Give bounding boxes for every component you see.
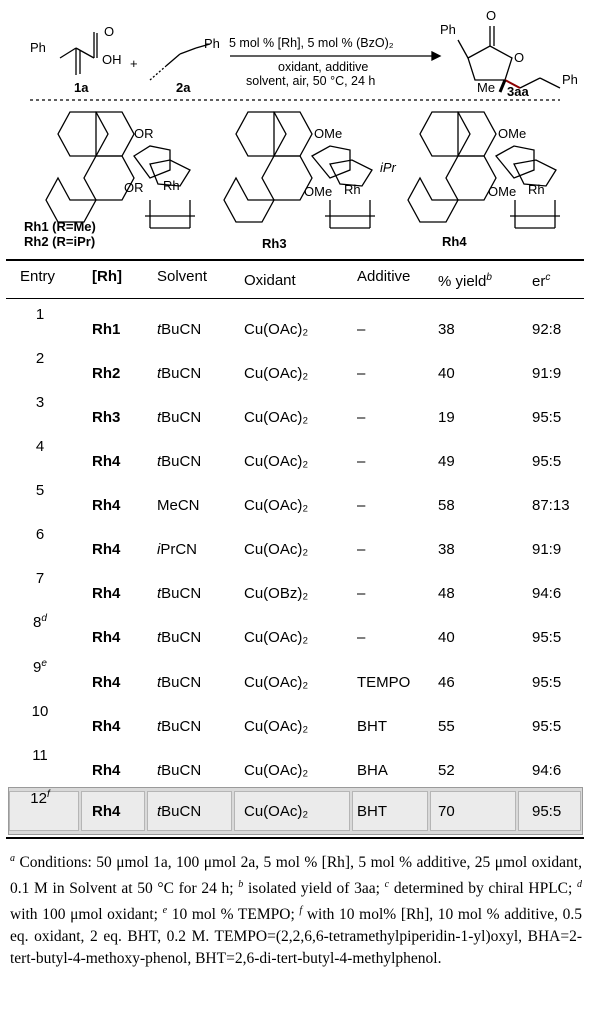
cell-solvent: tBuCN	[157, 674, 202, 691]
cell-yield: 70	[438, 803, 455, 820]
rh2-text: Rh2 (R=iPr)	[24, 234, 96, 249]
cell-solvent: iPrCN	[157, 541, 198, 558]
cell-solvent: tBuCN	[157, 585, 202, 602]
atom-label: OR	[124, 180, 144, 195]
cell-catalyst: Rh4	[92, 497, 121, 514]
cell-oxidant: Cu(OAc)₂	[244, 497, 309, 514]
cell-er: 95:5	[532, 803, 562, 820]
cell-er: 87:13	[532, 497, 570, 514]
header-yield	[438, 272, 492, 290]
table-row	[0, 391, 591, 435]
cell-yield: 19	[438, 409, 455, 426]
table-row	[0, 303, 591, 347]
cell-er: 95:5	[532, 629, 562, 646]
header-oxidant: Oxidant	[244, 272, 296, 289]
header-solvent: Solvent	[157, 268, 208, 285]
cell-yield: 38	[438, 321, 455, 338]
header-additive: Additive	[357, 268, 411, 285]
cell-catalyst: Rh4	[92, 674, 121, 691]
cell-oxidant: Cu(OAc)₂	[244, 762, 309, 779]
entry-number: 2	[35, 350, 45, 367]
rh1-text: Rh1 (R=Me)	[24, 219, 96, 234]
conditions-line-2: oxidant, additive	[278, 60, 369, 74]
cell-yield: 40	[438, 365, 455, 382]
cell-solvent: tBuCN	[157, 453, 202, 470]
table-row	[0, 700, 591, 744]
cell-oxidant: Cu(OAc)₂	[244, 453, 309, 470]
cell-solvent: tBuCN	[157, 718, 202, 735]
cell-entry	[0, 481, 80, 499]
table-row	[0, 567, 591, 611]
atom-label: Ph	[440, 22, 456, 37]
header-rh: [Rh]	[92, 268, 122, 285]
label-3aa: 3aa	[507, 84, 529, 99]
atom-label: OMe	[314, 126, 343, 141]
cell-solvent: tBuCN	[157, 629, 202, 646]
entry-number: 6	[35, 526, 45, 543]
atom-label: O	[486, 8, 497, 23]
atom-label: Rh	[163, 178, 180, 193]
cell-catalyst: Rh4	[92, 453, 121, 470]
cell-entry	[0, 702, 80, 720]
footnote-mark: e	[162, 905, 168, 917]
atom-label: Ph	[562, 72, 578, 87]
cell-entry	[0, 349, 80, 367]
cell-entry	[0, 789, 80, 807]
cell-catalyst: Rh3	[92, 409, 121, 426]
cell-er: 95:5	[532, 453, 562, 470]
footnote-mark: d	[41, 613, 47, 624]
entry-number: 8	[33, 614, 42, 631]
entry-number: 5	[35, 482, 45, 499]
cell-additive: TEMPO	[357, 674, 411, 691]
header-er-text: er	[532, 273, 546, 290]
entry-number: 1	[35, 306, 45, 323]
entry-number: 4	[35, 438, 45, 455]
cell-er: 91:9	[532, 541, 562, 558]
table-row	[0, 744, 591, 788]
cell-additive: BHT	[357, 803, 387, 820]
cell-entry	[0, 658, 80, 676]
label-2a: 2a	[176, 80, 191, 95]
cell-solvent: MeCN	[157, 497, 200, 514]
cell-catalyst: Rh4	[92, 629, 121, 646]
cell-entry	[0, 525, 80, 543]
header-entry: Entry	[20, 268, 56, 285]
cell-yield: 49	[438, 453, 455, 470]
atom-label: iPr	[380, 160, 396, 175]
atom-label: OH	[102, 52, 122, 67]
cell-solvent: tBuCN	[157, 321, 202, 338]
reaction-scheme	[0, 0, 591, 260]
cell-additive: –	[357, 629, 366, 646]
cell-er: 95:5	[532, 718, 562, 735]
cell-catalyst: Rh4	[92, 718, 121, 735]
cell-catalyst: Rh4	[92, 541, 121, 558]
table-bottom-rule	[6, 837, 584, 839]
label-rh3: Rh3	[262, 236, 287, 251]
cell-er: 94:6	[532, 585, 562, 602]
footnote-e: 10 mol % TEMPO;	[171, 906, 295, 924]
table-header-rule	[6, 298, 584, 299]
cell-catalyst: Rh2	[92, 365, 121, 382]
footnote-b: isolated yield of 3aa;	[247, 880, 380, 898]
cell-additive: BHT	[357, 718, 387, 735]
cell-solvent: tBuCN	[157, 803, 202, 820]
cell-catalyst: Rh4	[92, 762, 121, 779]
table-row	[0, 347, 591, 391]
footnote-f: with 10 mol% [Rh], 10 mol % additive, 0.5 eq. oxidant, 2 eq. BHT, 0.2 M. TEMPO=(2,2,6,6-tetramethylpiperidin-1-yl)oxyl, BHA=2-tert-butyl-4-methoxy-phenol, BHT=2,6-di-tert-butyl-4-methylphenol.	[10, 906, 583, 968]
cell-er: 91:9	[532, 365, 562, 382]
table-row	[0, 435, 591, 479]
atom-label: Rh	[528, 182, 545, 197]
footnote-mark: d	[577, 879, 582, 891]
entry-number: 3	[35, 394, 45, 411]
cell-entry	[0, 437, 80, 455]
cell-er: 94:6	[532, 762, 562, 779]
entry-number: 10	[31, 703, 49, 720]
atom-label: Me	[477, 80, 496, 95]
cell-additive: –	[357, 541, 366, 558]
cell-er: 92:8	[532, 321, 562, 338]
cell-oxidant: Cu(OAc)₂	[244, 629, 309, 646]
cell-additive: –	[357, 365, 366, 382]
footnote-mark: b	[238, 879, 244, 891]
entry-number: 9	[33, 659, 42, 676]
cell-oxidant: Cu(OAc)₂	[244, 803, 309, 820]
plus-sign: +	[130, 56, 138, 71]
atom-label: OMe	[498, 126, 527, 141]
cell-oxidant: Cu(OAc)₂	[244, 409, 309, 426]
rh3-structure	[224, 112, 375, 228]
cell-solvent: tBuCN	[157, 409, 202, 426]
cell-yield: 46	[438, 674, 455, 691]
cell-yield: 58	[438, 497, 455, 514]
footnote-mark: a	[10, 853, 15, 864]
cell-yield: 38	[438, 541, 455, 558]
atom-label: OMe	[488, 184, 517, 199]
cell-solvent: tBuCN	[157, 365, 202, 382]
conditions-line-1: 5 mol % [Rh], 5 mol % (BzO)₂	[229, 36, 394, 50]
entry-number: 11	[32, 747, 48, 764]
footnote-mark: b	[486, 272, 492, 283]
footnote-mark: f	[299, 905, 303, 917]
footnote-mark: f	[46, 789, 50, 800]
cell-catalyst: Rh4	[92, 585, 121, 602]
table-row	[0, 656, 591, 700]
entry-number: 12	[30, 790, 47, 807]
footnote-mark: c	[384, 879, 390, 891]
header-yield-text: % yield	[438, 273, 487, 290]
table-row	[0, 789, 591, 833]
header-er	[532, 272, 550, 290]
cell-additive: BHA	[357, 762, 388, 779]
rh1-structure	[46, 112, 195, 228]
footnote-a: Conditions: 50 μmol 1a, 100 μmol 2a, 5 mol % [Rh], 5 mol % additive, 25 μmol oxidant, 0.1 M in Solvent at 50 °C for 24 h;	[10, 854, 582, 898]
cell-entry	[0, 569, 80, 587]
rh4-structure	[408, 112, 560, 228]
atom-label: Ph	[204, 36, 220, 51]
entry-number: 7	[35, 570, 45, 587]
cell-additive: –	[357, 497, 366, 514]
cell-oxidant: Cu(OAc)₂	[244, 718, 309, 735]
cell-catalyst: Rh1	[92, 321, 121, 338]
label-1a: 1a	[74, 80, 89, 95]
atom-label: Ph	[30, 40, 46, 55]
table-row	[0, 523, 591, 567]
cell-additive: –	[357, 321, 366, 338]
table-footnote	[10, 848, 582, 970]
cell-entry	[0, 393, 80, 411]
cell-yield: 52	[438, 762, 455, 779]
footnote-mark: c	[545, 272, 551, 283]
footnote-d: with 100 μmol oxidant;	[10, 906, 158, 924]
cell-entry	[0, 613, 80, 631]
footnote-mark: e	[41, 658, 47, 669]
cell-er: 95:5	[532, 674, 562, 691]
atom-label: Rh	[344, 182, 361, 197]
conditions-line-3: solvent, air, 50 °C, 24 h	[246, 74, 376, 88]
cell-additive: –	[357, 409, 366, 426]
label-rh2	[24, 234, 95, 249]
cell-entry	[0, 746, 80, 764]
cell-additive: –	[357, 453, 366, 470]
atom-label: O	[104, 24, 115, 39]
cell-yield: 40	[438, 629, 455, 646]
table-row	[0, 479, 591, 523]
cell-solvent: tBuCN	[157, 762, 202, 779]
cell-er: 95:5	[532, 409, 562, 426]
cell-oxidant: Cu(OAc)₂	[244, 365, 309, 382]
cell-yield: 55	[438, 718, 455, 735]
atom-label: OMe	[304, 184, 333, 199]
atom-label: O	[514, 50, 525, 65]
bond	[60, 48, 76, 58]
cell-yield: 48	[438, 585, 455, 602]
table-row	[0, 611, 591, 655]
cell-catalyst: Rh4	[92, 803, 121, 820]
cell-oxidant: Cu(OAc)₂	[244, 321, 309, 338]
cell-additive: –	[357, 585, 366, 602]
footnote-c: determined by chiral HPLC;	[393, 880, 573, 898]
label-rh1	[24, 219, 96, 234]
cell-entry	[0, 305, 80, 323]
label-rh4: Rh4	[442, 234, 467, 249]
cell-oxidant: Cu(OBz)₂	[244, 585, 309, 602]
cell-oxidant: Cu(OAc)₂	[244, 541, 309, 558]
atom-label: OR	[134, 126, 154, 141]
cell-oxidant: Cu(OAc)₂	[244, 674, 309, 691]
table-top-rule	[6, 259, 584, 261]
